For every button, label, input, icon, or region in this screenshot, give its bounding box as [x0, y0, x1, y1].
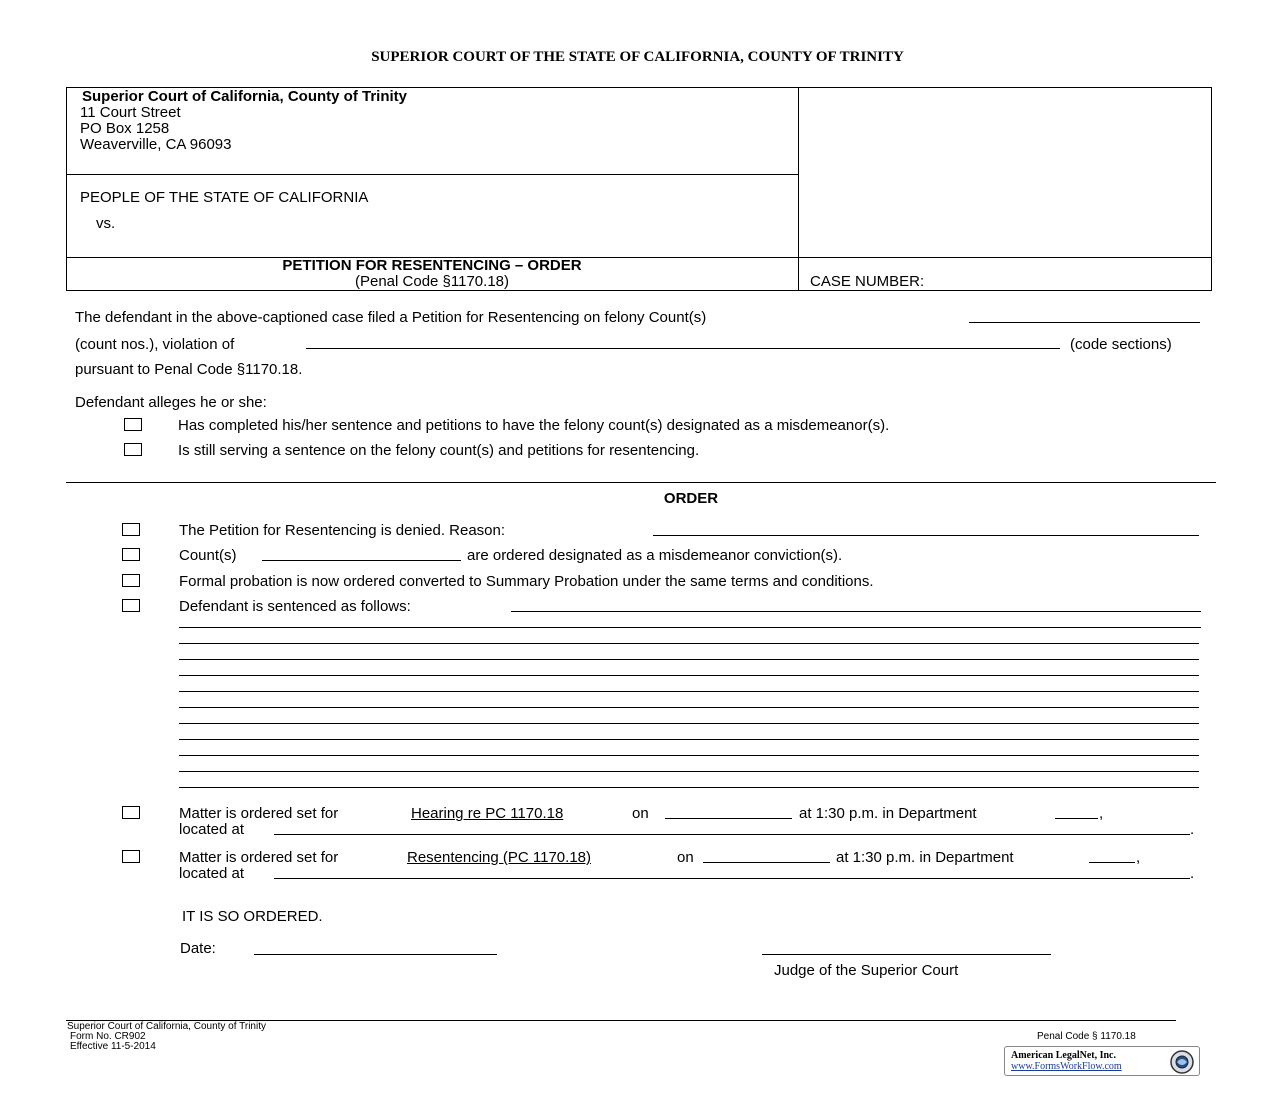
judge-signature-blank[interactable] — [762, 954, 1051, 955]
sentence-line[interactable] — [179, 627, 1201, 628]
sentence-line[interactable] — [179, 659, 1199, 660]
caption-divider — [798, 87, 799, 291]
hearing-department-blank[interactable] — [1055, 818, 1098, 819]
petition-text: The defendant in the above-captioned case filed a Petition for Resentencing on felony Count(s) — [75, 309, 707, 326]
logo-company-name: American LegalNet, Inc. — [1011, 1050, 1116, 1061]
globe-icon — [1169, 1049, 1195, 1075]
resentencing-date-blank[interactable] — [703, 862, 830, 863]
sentence-line[interactable] — [179, 707, 1199, 708]
hearing-label: Matter is ordered set for — [179, 805, 339, 822]
petition-text: (code sections) — [1070, 336, 1172, 353]
period: . — [1190, 865, 1195, 882]
footer-code: Penal Code § 1170.18 — [1037, 1031, 1136, 1042]
sentenced-checkbox[interactable] — [122, 599, 140, 612]
order-option-label: are ordered designated as a misdemeanor conviction(s). — [467, 547, 843, 564]
date-label: Date: — [180, 940, 216, 957]
sentence-blank[interactable] — [511, 611, 1201, 612]
so-ordered-text: IT IS SO ORDERED. — [182, 908, 323, 925]
hearing-time-label: at 1:30 p.m. in Department — [799, 805, 977, 822]
court-name: Superior Court of California, County of Trinity — [82, 88, 407, 105]
hearing-on-label: on — [632, 805, 649, 822]
sentence-line[interactable] — [179, 643, 1199, 644]
petition-text: pursuant to Penal Code §1170.18. — [75, 361, 303, 378]
resentencing-checkbox[interactable] — [122, 850, 140, 863]
footer-form-number: Form No. CR902 — [70, 1031, 146, 1042]
footer-court: Superior Court of California, County of Trinity — [67, 1021, 266, 1032]
comma: , — [1099, 805, 1104, 822]
order-heading: ORDER — [663, 490, 719, 507]
probation-checkbox[interactable] — [122, 574, 140, 587]
denied-checkbox[interactable] — [122, 523, 140, 536]
counts-blank[interactable] — [262, 560, 461, 561]
alleges-label: Defendant alleges he or she: — [75, 394, 267, 411]
sentence-line[interactable] — [179, 691, 1199, 692]
order-option-label: Formal probation is now ordered converted to Summary Probation under the same terms and conditions. — [179, 573, 874, 590]
resentencing-department-blank[interactable] — [1089, 862, 1135, 863]
counts-misdemeanor-checkbox[interactable] — [122, 548, 140, 561]
section-divider — [66, 482, 1216, 483]
sentence-line[interactable] — [179, 755, 1199, 756]
period: . — [1190, 821, 1195, 838]
date-blank[interactable] — [254, 954, 497, 955]
sentence-line[interactable] — [179, 771, 1199, 772]
count-blank[interactable] — [969, 322, 1200, 323]
located-at-label: located at — [179, 821, 245, 838]
sentence-line[interactable] — [179, 787, 1199, 788]
versus-label: vs. — [96, 215, 116, 232]
hearing-date-blank[interactable] — [665, 818, 792, 819]
comma: , — [1136, 849, 1141, 866]
sentence-line[interactable] — [179, 675, 1199, 676]
document-title: PETITION FOR RESENTENCING – ORDER — [282, 257, 582, 274]
hearing-type: Hearing re PC 1170.18 — [411, 805, 564, 822]
caption-rule — [66, 174, 798, 175]
still-serving-checkbox[interactable] — [124, 443, 142, 456]
violation-blank[interactable] — [306, 348, 1060, 349]
order-option-label: Count(s) — [179, 547, 237, 564]
hearing-checkbox[interactable] — [122, 806, 140, 819]
sentence-line[interactable] — [179, 739, 1199, 740]
reason-blank[interactable] — [653, 535, 1199, 536]
logo-url[interactable]: www.FormsWorkFlow.com — [1011, 1061, 1122, 1072]
page-title: SUPERIOR COURT OF THE STATE OF CALIFORNIA, COUNTY OF TRINITY — [371, 49, 904, 65]
plaintiff-name: PEOPLE OF THE STATE OF CALIFORNIA — [80, 189, 369, 206]
address-line: Weaverville, CA 96093 — [80, 136, 232, 153]
american-legalnet-logo[interactable] — [1004, 1046, 1200, 1076]
hearing-location-blank[interactable] — [274, 834, 1190, 835]
located-at-label: located at — [179, 865, 245, 882]
footer-effective-date: Effective 11-5-2014 — [70, 1041, 156, 1052]
option-label: Has completed his/her sentence and petitions to have the felony count(s) designated as a misdemeanor(s). — [178, 417, 890, 434]
address-line: 11 Court Street — [80, 104, 181, 121]
order-option-label: Defendant is sentenced as follows: — [179, 598, 411, 615]
order-option-label: The Petition for Resentencing is denied. Reason: — [179, 522, 506, 539]
resentencing-on-label: on — [677, 849, 694, 866]
judge-title: Judge of the Superior Court — [774, 962, 959, 979]
completed-sentence-checkbox[interactable] — [124, 418, 142, 431]
document-subtitle: (Penal Code §1170.18) — [355, 273, 509, 290]
resentencing-location-blank[interactable] — [274, 878, 1190, 879]
resentencing-type: Resentencing (PC 1170.18) — [407, 849, 591, 866]
case-number-label: CASE NUMBER: — [810, 273, 925, 290]
address-line: PO Box 1258 — [80, 120, 170, 137]
resentencing-label: Matter is ordered set for — [179, 849, 339, 866]
sentence-line[interactable] — [179, 723, 1199, 724]
petition-text: (count nos.), violation of — [75, 336, 235, 353]
resentencing-time-label: at 1:30 p.m. in Department — [836, 849, 1014, 866]
option-label: Is still serving a sentence on the felony count(s) and petitions for resentencing. — [178, 442, 700, 459]
